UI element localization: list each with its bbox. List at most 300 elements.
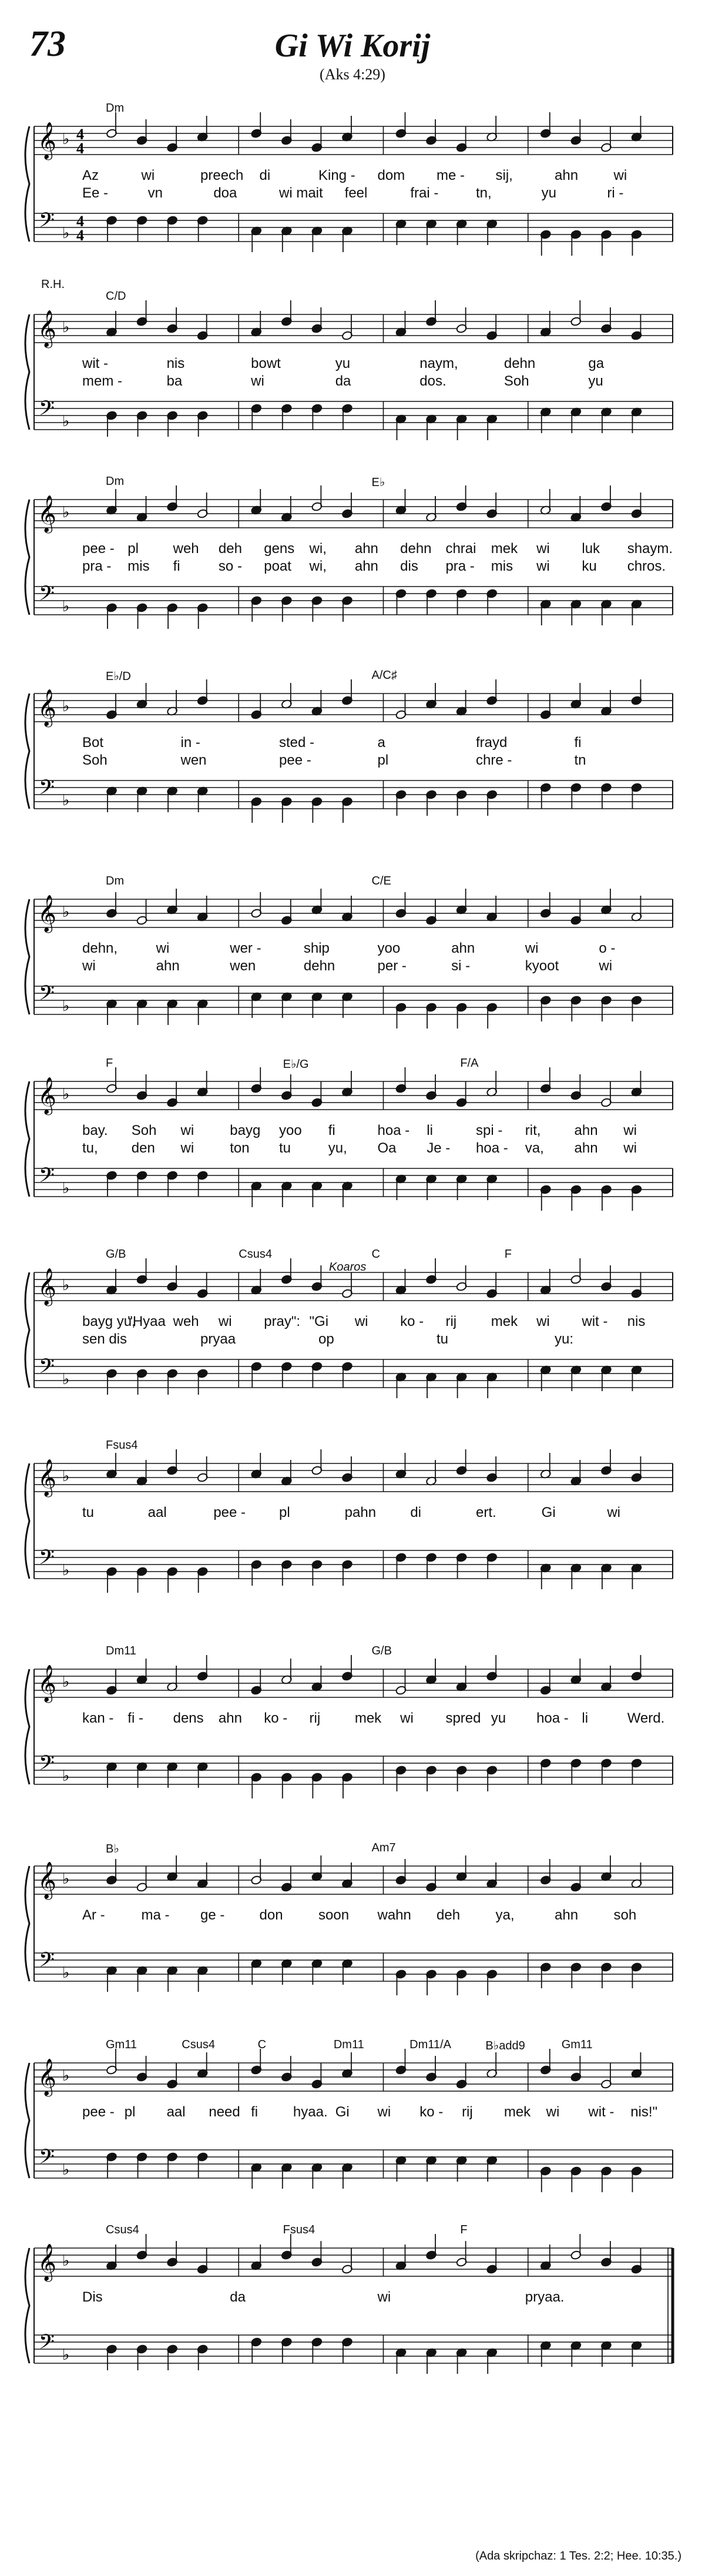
lyric-verse-1: pee - bbox=[213, 1505, 246, 1520]
lyric-verse-1: mek bbox=[491, 1314, 518, 1329]
bass-notes bbox=[106, 992, 642, 1029]
score-system bbox=[0, 658, 705, 835]
lyric-verse-1: weh bbox=[173, 1314, 199, 1329]
lyric-verse-2: so - bbox=[218, 558, 242, 574]
lyric-verse-2: feel bbox=[344, 185, 368, 201]
chord-symbol: G/B bbox=[371, 1644, 392, 1657]
treble-clef-icon: 𝄞 bbox=[38, 1861, 56, 1898]
score-system bbox=[0, 1046, 705, 1222]
lyric-verse-1: pl bbox=[127, 541, 139, 557]
lyric-verse-2: tn, bbox=[476, 185, 492, 201]
lyric-verse-2: Je - bbox=[427, 1140, 451, 1156]
lyric-verse-1: pee - bbox=[82, 2104, 115, 2120]
lyric-verse-2: op bbox=[318, 1331, 334, 1347]
lyric-verse-1: di bbox=[410, 1505, 422, 1520]
lyric-verse-2: Ee - bbox=[82, 185, 109, 201]
lyric-verse-2: doa bbox=[213, 185, 237, 201]
lyric-verse-1: wi bbox=[525, 940, 539, 956]
time-signature: 4 bbox=[76, 227, 84, 244]
bass-clef-icon: 𝄢 bbox=[39, 1948, 55, 1977]
bass-clef-icon: 𝄢 bbox=[39, 775, 55, 804]
lyric-verse-1: ko - bbox=[419, 2104, 444, 2120]
flat-icon: ♭ bbox=[62, 130, 70, 148]
bass-notes bbox=[106, 1362, 642, 1398]
lyric-verse-2: pra - bbox=[82, 558, 112, 574]
lyric-verse-1: o - bbox=[599, 940, 616, 956]
lyric-verse-1: dehn bbox=[503, 356, 536, 371]
flat-icon: ♭ bbox=[62, 1468, 70, 1485]
bass-notes bbox=[106, 216, 642, 256]
lyric-verse-1: wi bbox=[613, 168, 627, 183]
lyric-verse-1: dehn bbox=[400, 541, 432, 557]
treble-clef-icon: 𝄞 bbox=[38, 1268, 56, 1305]
bass-notes bbox=[106, 589, 642, 629]
score-system bbox=[0, 279, 705, 455]
lyric-verse-1: gens bbox=[264, 541, 295, 557]
lyric-verse-2: ri - bbox=[607, 185, 624, 201]
lyric-verse-2: hoa - bbox=[476, 1140, 508, 1156]
treble-clef-icon: 𝄞 bbox=[38, 495, 56, 532]
lyric-verse-1: li bbox=[582, 1710, 589, 1726]
bass-clef-icon: 𝄢 bbox=[39, 981, 55, 1010]
treble-notes bbox=[106, 1258, 642, 1298]
lyric-verse-1: in - bbox=[180, 735, 200, 751]
lyric-verse-1: dens bbox=[173, 1710, 204, 1726]
lyric-verse-1: Bot bbox=[82, 735, 104, 751]
lyric-verse-1: ahn bbox=[218, 1710, 242, 1726]
lyric-verse-2: Soh bbox=[82, 752, 108, 768]
lyric-verse-1: yu bbox=[491, 1710, 506, 1726]
lyric-verse-2: kyoot bbox=[525, 958, 559, 974]
lyric-verse-1: Az bbox=[82, 168, 99, 183]
lyric-verse-1: soh bbox=[613, 1907, 637, 1923]
treble-clef-icon: 𝄞 bbox=[38, 310, 56, 347]
chord-symbol: C bbox=[257, 2038, 267, 2051]
score-system bbox=[0, 2028, 705, 2204]
lyric-verse-2: yu: bbox=[555, 1331, 574, 1347]
flat-icon: ♭ bbox=[62, 2161, 70, 2178]
chord-symbol: Csus4 bbox=[106, 2223, 139, 2236]
lyric-verse-1: pahn bbox=[344, 1505, 377, 1520]
lyric-verse-2: va, bbox=[525, 1140, 544, 1156]
lyric-verse-1: ko - bbox=[264, 1710, 288, 1726]
bass-clef-icon: 𝄢 bbox=[39, 1354, 55, 1383]
chord-symbol: E♭/G bbox=[283, 1058, 309, 1071]
lyric-verse-1: a bbox=[377, 735, 385, 751]
lyric-verse-1: ahn bbox=[574, 1123, 598, 1138]
lyric-verse-1: wi, bbox=[309, 541, 327, 557]
lyric-verse-1: bay. bbox=[82, 1123, 108, 1138]
chord-symbol: A/C♯ bbox=[371, 669, 397, 682]
lyric-verse-2: si - bbox=[451, 958, 471, 974]
treble-notes bbox=[106, 679, 642, 719]
lyric-verse-2: den bbox=[131, 1140, 155, 1156]
lyric-verse-2: tu, bbox=[82, 1140, 98, 1156]
lyric-verse-1: tu bbox=[82, 1505, 95, 1520]
lyric-verse-1: di bbox=[259, 168, 271, 183]
lyric-verse-1: wit - bbox=[582, 1314, 608, 1329]
lyric-verse-1: Ar - bbox=[82, 1907, 105, 1923]
lyric-verse-1: wi bbox=[377, 2104, 391, 2120]
lyric-verse-1: me - bbox=[437, 168, 465, 183]
lyric-verse-2: fi bbox=[173, 558, 180, 574]
scripture-reference: (Aks 4:29) bbox=[320, 66, 385, 83]
lyric-verse-2: ahn bbox=[574, 1140, 598, 1156]
lyric-verse-1: bayg yu, bbox=[82, 1314, 136, 1329]
flat-icon: ♭ bbox=[62, 225, 70, 242]
chord-symbol: C/D bbox=[106, 290, 126, 303]
lyric-verse-1: yoo bbox=[377, 940, 401, 956]
chord-symbol: F/A bbox=[460, 1057, 479, 1070]
lyric-verse-1: yu bbox=[335, 356, 351, 371]
lyric-verse-1: soon bbox=[318, 1907, 350, 1923]
treble-clef-icon: 𝄞 bbox=[38, 122, 56, 159]
lyric-verse-1: wi bbox=[354, 1314, 368, 1329]
chord-symbol: Gm11 bbox=[561, 2038, 593, 2051]
lyric-verse-2: pra - bbox=[445, 558, 475, 574]
flat-icon: ♭ bbox=[62, 1086, 70, 1103]
lyric-verse-2: wi bbox=[623, 1140, 637, 1156]
lyric-verse-1: rij bbox=[462, 2104, 473, 2120]
score-system bbox=[0, 1237, 705, 1413]
lyric-verse-1: aal bbox=[166, 2104, 186, 2120]
lyric-verse-1: dehn, bbox=[82, 940, 118, 956]
chord-symbol: G/B bbox=[106, 1248, 126, 1261]
flat-icon: ♭ bbox=[62, 1767, 70, 1784]
chord-symbol: Dm11/A bbox=[409, 2038, 451, 2051]
lyric-verse-1: deh bbox=[218, 541, 242, 557]
treble-notes bbox=[106, 2234, 642, 2274]
lyric-verse-1: ya, bbox=[495, 1907, 515, 1923]
score-system bbox=[0, 864, 705, 1040]
lyric-verse-2: tn bbox=[574, 752, 586, 768]
chord-symbol: Fsus4 bbox=[283, 2223, 315, 2236]
treble-notes bbox=[106, 112, 642, 152]
lyric-verse-2: yu, bbox=[328, 1140, 347, 1156]
score-system bbox=[0, 464, 705, 641]
lyric-verse-1: wer - bbox=[230, 940, 261, 956]
lyric-verse-1: spi - bbox=[476, 1123, 503, 1138]
lyric-verse-1: wit - bbox=[82, 356, 108, 371]
lyric-verse-2: yu bbox=[588, 373, 603, 389]
bass-clef-icon: 𝄢 bbox=[39, 208, 55, 237]
lyric-verse-2: sen dis bbox=[82, 1331, 127, 1347]
lyric-verse-2: wi bbox=[180, 1140, 194, 1156]
lyric-verse-1: wi bbox=[156, 940, 170, 956]
lyric-verse-1: bayg bbox=[230, 1123, 261, 1138]
lyric-verse-2: mem - bbox=[82, 373, 122, 389]
lyric-verse-1: ga bbox=[588, 356, 605, 371]
treble-notes bbox=[106, 1855, 642, 1892]
lyric-verse-2: mis bbox=[127, 558, 150, 574]
bass-clef-icon: 𝄢 bbox=[39, 2145, 55, 2173]
lyric-verse-2: ahn bbox=[354, 558, 378, 574]
lyric-verse-1: ko - bbox=[400, 1314, 424, 1329]
lyric-verse-1: fi bbox=[251, 2104, 258, 2120]
lyric-verse-2: mis bbox=[491, 558, 513, 574]
treble-notes bbox=[106, 2049, 642, 2089]
lyric-verse-1: nis bbox=[627, 1314, 646, 1329]
treble-notes bbox=[106, 485, 642, 522]
lyric-verse-2: ba bbox=[166, 373, 183, 389]
chord-symbol: Dm bbox=[106, 102, 125, 115]
bass-clef-icon: 𝄢 bbox=[39, 1163, 55, 1192]
lyric-verse-1: kan - bbox=[82, 1710, 114, 1726]
lyric-verse-2: poat bbox=[264, 558, 291, 574]
bass-notes bbox=[106, 404, 642, 440]
flat-icon: ♭ bbox=[62, 1371, 70, 1388]
chord-symbol: F bbox=[504, 1248, 512, 1261]
lyric-verse-1: wi bbox=[141, 168, 155, 183]
lyric-verse-1: preech bbox=[200, 168, 244, 183]
treble-clef-icon: 𝄞 bbox=[38, 1664, 56, 1701]
lyric-verse-2: ton bbox=[230, 1140, 250, 1156]
lyric-verse-1: luk bbox=[582, 541, 600, 557]
lyric-verse-1: ahn bbox=[555, 1907, 579, 1923]
bass-notes bbox=[106, 2152, 642, 2192]
lyric-verse-1: Gi bbox=[541, 1505, 556, 1520]
time-signature: 4 bbox=[76, 126, 84, 143]
flat-icon: ♭ bbox=[62, 598, 70, 615]
lyric-verse-2: per - bbox=[377, 958, 407, 974]
lyric-verse-2: chros. bbox=[627, 558, 666, 574]
lyric-verse-2: chre - bbox=[476, 752, 512, 768]
lyric-verse-1: Dis bbox=[82, 2289, 103, 2305]
flat-icon: ♭ bbox=[62, 1562, 70, 1579]
bass-clef-icon: 𝄢 bbox=[39, 2330, 55, 2359]
lyric-verse-1: "Gi bbox=[309, 1314, 329, 1329]
lyric-verse-1: sted - bbox=[279, 735, 315, 751]
song-number: 73 bbox=[29, 24, 66, 64]
lyric-verse-2: ku bbox=[582, 558, 597, 574]
lyric-verse-1: don bbox=[259, 1907, 283, 1923]
lyric-verse-1: pee - bbox=[82, 541, 115, 557]
chord-symbol: Am7 bbox=[371, 1841, 396, 1854]
lyric-verse-1: ert. bbox=[476, 1505, 496, 1520]
lyric-verse-1: mek bbox=[503, 2104, 531, 2120]
lyric-verse-2: tu bbox=[279, 1140, 291, 1156]
chord-symbol: Csus4 bbox=[182, 2038, 215, 2051]
treble-clef-icon: 𝄞 bbox=[38, 1459, 56, 1496]
treble-clef-icon: 𝄞 bbox=[38, 2243, 56, 2280]
chord-symbol: F bbox=[460, 2223, 468, 2236]
lyric-verse-1: mek bbox=[354, 1710, 382, 1726]
chord-symbol: E♭/D bbox=[106, 670, 131, 683]
treble-notes bbox=[106, 1655, 642, 1695]
flat-icon: ♭ bbox=[62, 1180, 70, 1197]
lyric-verse-1: wi bbox=[623, 1123, 637, 1138]
lyric-verse-1: hoa - bbox=[536, 1710, 569, 1726]
lyric-verse-2: dehn bbox=[303, 958, 335, 974]
lyric-verse-1: ahn bbox=[354, 541, 378, 557]
score-system bbox=[0, 1428, 705, 1604]
lyric-verse-2: pl bbox=[377, 752, 389, 768]
treble-clef-icon: 𝄞 bbox=[38, 895, 56, 932]
flat-icon: ♭ bbox=[62, 1277, 70, 1294]
lyric-verse-2: wen bbox=[180, 752, 207, 768]
lyric-verse-1: fi bbox=[328, 1123, 335, 1138]
lyric-verse-1: sij, bbox=[495, 168, 513, 183]
lyric-verse-1: pray": bbox=[264, 1314, 301, 1329]
flat-icon: ♭ bbox=[62, 1964, 70, 1981]
lyric-verse-2: pee - bbox=[279, 752, 311, 768]
lyric-verse-1: nis!" bbox=[630, 2104, 658, 2120]
bass-notes bbox=[106, 1171, 642, 1211]
flat-icon: ♭ bbox=[62, 997, 70, 1014]
performance-direction: R.H. bbox=[41, 278, 65, 291]
song-title: Gi Wi Korij bbox=[274, 28, 431, 64]
lyric-verse-2: Oa bbox=[377, 1140, 397, 1156]
lyric-verse-1: ge - bbox=[200, 1907, 225, 1923]
lyric-verse-2: Soh bbox=[503, 373, 529, 389]
treble-notes bbox=[106, 1067, 642, 1107]
lyric-verse-1: ship bbox=[303, 940, 330, 956]
treble-clef-icon: 𝄞 bbox=[38, 689, 56, 726]
flat-icon: ♭ bbox=[62, 792, 70, 809]
chord-symbol: B♭add9 bbox=[485, 2039, 525, 2052]
lyric-verse-2: ahn bbox=[156, 958, 180, 974]
flat-icon: ♭ bbox=[62, 413, 70, 430]
chord-symbol: B♭ bbox=[106, 1843, 119, 1855]
treble-notes bbox=[106, 1449, 642, 1486]
score-system bbox=[0, 1634, 705, 1810]
lyric-verse-1: wi bbox=[607, 1505, 620, 1520]
lyric-verse-2: da bbox=[335, 373, 351, 389]
lyric-verse-1: wit - bbox=[588, 2104, 615, 2120]
lyric-verse-2: wi mait bbox=[279, 185, 323, 201]
lyric-verse-1: li bbox=[427, 1123, 433, 1138]
lyric-verse-1: wi bbox=[536, 541, 550, 557]
lyric-verse-1: "Hyaa bbox=[127, 1314, 166, 1329]
lyric-verse-2: frai - bbox=[410, 185, 439, 201]
lyric-verse-1: wi bbox=[400, 1710, 414, 1726]
lyric-verse-1: da bbox=[230, 2289, 246, 2305]
bass-clef-icon: 𝄢 bbox=[39, 396, 55, 425]
chord-symbol: C/E bbox=[371, 875, 391, 887]
lyric-verse-1: aal bbox=[147, 1505, 167, 1520]
lyric-verse-2: wi bbox=[82, 958, 96, 974]
lyric-verse-1: rij bbox=[309, 1710, 321, 1726]
lyric-verse-1: chrai bbox=[445, 541, 476, 557]
lyric-verse-2: wi bbox=[536, 558, 550, 574]
lyric-verse-2: wi bbox=[251, 373, 264, 389]
lyric-verse-1: wi bbox=[546, 2104, 560, 2120]
lyric-verse-2: wi bbox=[599, 958, 613, 974]
chord-symbol: F bbox=[106, 1057, 113, 1070]
flat-icon: ♭ bbox=[62, 2346, 70, 2363]
lyric-verse-1: Werd. bbox=[627, 1710, 665, 1726]
lyric-verse-2: pryaa bbox=[200, 1331, 236, 1347]
lyric-verse-1: dom bbox=[377, 168, 405, 183]
flat-icon: ♭ bbox=[62, 1673, 70, 1690]
lyric-verse-2: yu bbox=[541, 185, 557, 201]
chord-symbol: Fsus4 bbox=[106, 1439, 138, 1452]
time-signature: 4 bbox=[76, 140, 84, 157]
score-system bbox=[0, 91, 705, 267]
lyric-verse-1: fi - bbox=[127, 1710, 143, 1726]
lyric-verse-1: wi bbox=[377, 2289, 391, 2305]
lyric-verse-1: pl bbox=[279, 1505, 290, 1520]
performance-direction: Koaros bbox=[329, 1261, 367, 1274]
lyric-verse-1: rij bbox=[445, 1314, 457, 1329]
flat-icon: ♭ bbox=[62, 2252, 70, 2269]
treble-notes bbox=[106, 300, 642, 340]
bass-clef-icon: 𝄢 bbox=[39, 1545, 55, 1574]
chord-symbol: Dm11 bbox=[106, 1644, 136, 1657]
treble-notes bbox=[106, 889, 642, 925]
lyric-verse-2: tu bbox=[437, 1331, 449, 1347]
lyric-verse-1: mek bbox=[491, 541, 518, 557]
lyric-verse-2: wen bbox=[230, 958, 256, 974]
footer-references: (Ada skripchaz: 1 Tes. 2:2; Hee. 10:35.) bbox=[475, 2550, 682, 2562]
lyric-verse-1: wahn bbox=[377, 1907, 411, 1923]
lyric-verse-1: nis bbox=[166, 356, 185, 371]
lyric-verse-1: wi bbox=[536, 1314, 550, 1329]
chord-symbol: Dm bbox=[106, 475, 125, 488]
bass-clef-icon: 𝄢 bbox=[39, 1751, 55, 1780]
treble-clef-icon: 𝄞 bbox=[38, 1077, 56, 1114]
lyric-verse-1: ahn bbox=[555, 168, 579, 183]
score-system bbox=[0, 2213, 705, 2389]
lyric-verse-1: wi bbox=[218, 1314, 232, 1329]
flat-icon: ♭ bbox=[62, 504, 70, 521]
lyric-verse-2: dis bbox=[400, 558, 418, 574]
treble-clef-icon: 𝄞 bbox=[38, 2058, 56, 2095]
lyric-verse-1: ahn bbox=[451, 940, 475, 956]
lyric-verse-1: spred bbox=[445, 1710, 481, 1726]
lyric-verse-1: yoo bbox=[279, 1123, 302, 1138]
lyric-verse-1: weh bbox=[173, 541, 199, 557]
chord-symbol: C bbox=[371, 1248, 380, 1261]
lyric-verse-1: hoa - bbox=[377, 1123, 410, 1138]
bass-notes bbox=[106, 1959, 642, 1995]
lyric-verse-1: rit, bbox=[525, 1123, 541, 1138]
chord-symbol: Dm bbox=[106, 875, 125, 887]
time-signature: 4 bbox=[76, 213, 84, 230]
lyric-verse-2: dos. bbox=[419, 373, 446, 389]
lyric-verse-1: Gi bbox=[335, 2104, 350, 2120]
lyric-verse-1: naym, bbox=[419, 356, 458, 371]
flat-icon: ♭ bbox=[62, 319, 70, 336]
bass-notes bbox=[106, 783, 642, 823]
lyric-verse-1: King - bbox=[318, 168, 355, 183]
lyric-verse-2: vn bbox=[147, 185, 163, 201]
bass-clef-icon: 𝄢 bbox=[39, 581, 55, 610]
bass-notes bbox=[106, 1553, 642, 1593]
lyric-verse-1: shaym. bbox=[627, 541, 673, 557]
lyric-verse-2: wi, bbox=[309, 558, 327, 574]
lyric-verse-1: bowt bbox=[251, 356, 281, 371]
lyric-verse-1: ma - bbox=[141, 1907, 170, 1923]
chord-symbol: Gm11 bbox=[106, 2038, 137, 2051]
score-system bbox=[0, 1831, 705, 2007]
bass-notes bbox=[106, 2337, 642, 2374]
lyric-verse-1: pl bbox=[124, 2104, 136, 2120]
chord-symbol: Dm11 bbox=[333, 2038, 364, 2051]
flat-icon: ♭ bbox=[62, 2067, 70, 2084]
chord-symbol: E♭ bbox=[371, 476, 385, 489]
flat-icon: ♭ bbox=[62, 903, 70, 920]
lyric-verse-1: deh bbox=[437, 1907, 461, 1923]
flat-icon: ♭ bbox=[62, 1870, 70, 1887]
chord-symbol: Csus4 bbox=[239, 1248, 272, 1261]
bass-notes bbox=[106, 1758, 642, 1798]
lyric-verse-1: Soh bbox=[131, 1123, 157, 1138]
lyric-verse-1: need bbox=[209, 2104, 240, 2120]
lyric-verse-1: wi bbox=[180, 1123, 194, 1138]
lyric-verse-1: hyaa. bbox=[293, 2104, 328, 2120]
lyric-verse-1: fi bbox=[574, 735, 582, 751]
